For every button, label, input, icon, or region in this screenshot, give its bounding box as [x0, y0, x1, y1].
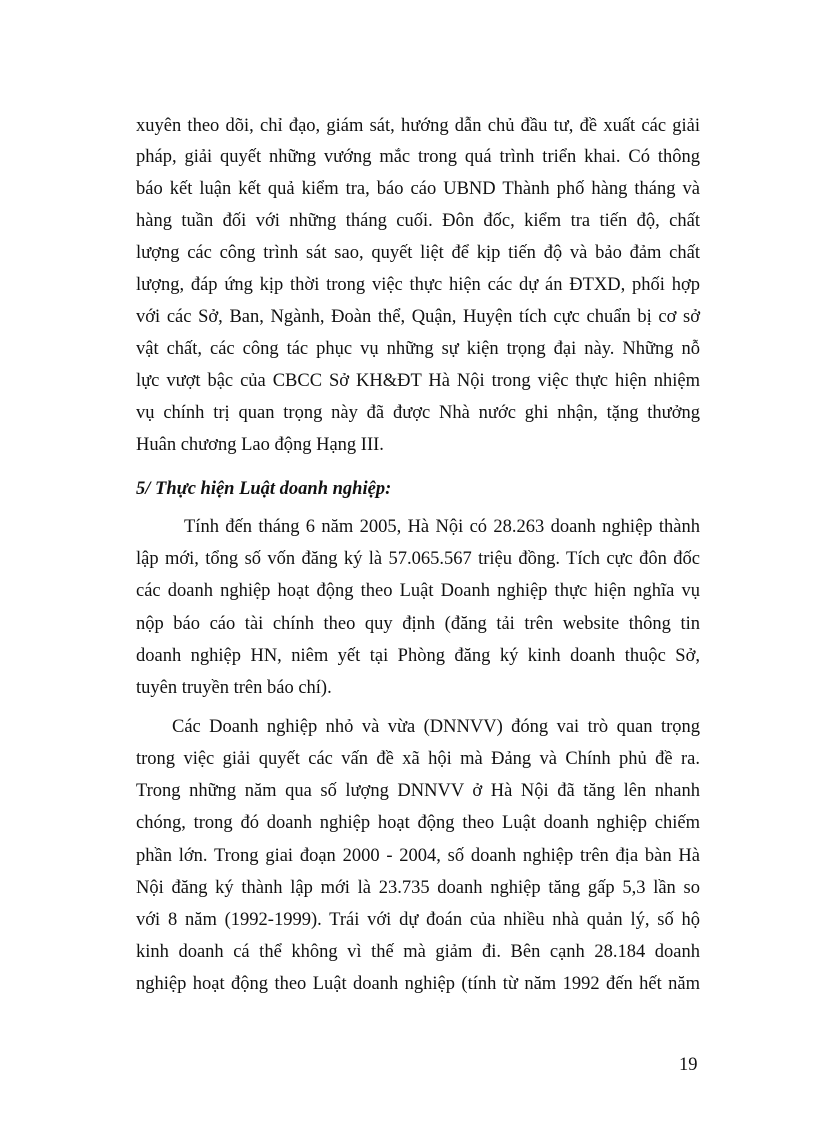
paragraph-line: Nội đăng ký thành lập mới là 23.735 doanh nghiệp tăng gấp 5,3 lần so — [136, 878, 700, 898]
paragraph-line: phần lớn. Trong giai đoạn 2000 - 2004, số doanh nghiệp trên địa bàn Hà — [136, 846, 700, 866]
page-number: 19 — [679, 1055, 698, 1075]
paragraph-line: lượng, đáp ứng kịp thời trong việc thực hiện các dự án ĐTXD, phối hợp — [136, 275, 700, 295]
paragraph-line: lập mới, tổng số vốn đăng ký là 57.065.567 triệu đồng. Tích cực đôn đốc — [136, 549, 700, 569]
paragraph-line: Huân chương Lao động Hạng III. — [136, 435, 384, 455]
paragraph-line: trong việc giải quyết các vấn đề xã hội mà Đảng và Chính phủ đề ra. — [136, 749, 700, 769]
paragraph-line: Các Doanh nghiệp nhỏ và vừa (DNNVV) đóng vai trò quan trọng — [172, 717, 700, 737]
paragraph-line: nghiệp hoạt động theo Luật doanh nghiệp (tính từ năm 1992 đến hết năm — [136, 974, 700, 994]
paragraph-line: chóng, trong đó doanh nghiệp hoạt động theo Luật doanh nghiệp chiếm — [136, 813, 700, 833]
paragraph-line: vụ chính trị quan trọng này đã được Nhà nước ghi nhận, tặng thưởng — [136, 403, 700, 423]
paragraph-line: với 8 năm (1992-1999). Trái với dự đoán của nhiều nhà quản lý, số hộ — [136, 910, 700, 930]
paragraph-line: kinh doanh cá thể không vì thế mà giảm đi. Bên cạnh 28.184 doanh — [136, 942, 700, 962]
paragraph-line: lượng các công trình sát sao, quyết liệt để kịp tiến độ và bảo đảm chất — [136, 243, 700, 263]
paragraph-line: lực vượt bậc của CBCC Sở KH&ĐT Hà Nội trong việc thực hiện nhiệm — [136, 371, 700, 391]
section-heading: 5/ Thực hiện Luật doanh nghiệp: — [136, 479, 392, 499]
paragraph-line: doanh nghiệp HN, niêm yết tại Phòng đăng ký kinh doanh thuộc Sở, — [136, 646, 700, 666]
paragraph-line: báo kết luận kết quả kiểm tra, báo cáo UBND Thành phố hàng tháng và — [136, 179, 700, 199]
paragraph-line: hàng tuần đối với những tháng cuối. Đôn đốc, kiểm tra tiến độ, chất — [136, 211, 700, 231]
paragraph-line: Tính đến tháng 6 năm 2005, Hà Nội có 28.263 doanh nghiệp thành — [184, 517, 700, 537]
paragraph-line: các doanh nghiệp hoạt động theo Luật Doanh nghiệp thực hiện nghĩa vụ — [136, 581, 700, 601]
paragraph-line: vật chất, các công tác phục vụ những sự kiện trọng đại này. Những nỗ — [136, 339, 700, 359]
paragraph-line: với các Sở, Ban, Ngành, Đoàn thể, Quận, Huyện tích cực chuẩn bị cơ sở — [136, 307, 700, 327]
paragraph-line: Trong những năm qua số lượng DNNVV ở Hà Nội đã tăng lên nhanh — [136, 781, 700, 801]
paragraph-line: tuyên truyền trên báo chí). — [136, 678, 332, 698]
paragraph-line: xuyên theo dõi, chỉ đạo, giám sát, hướng dẫn chủ đầu tư, đề xuất các giải — [136, 116, 700, 136]
paragraph-line: nộp báo cáo tài chính theo quy định (đăng tải trên website thông tin — [136, 614, 700, 634]
paragraph-line: pháp, giải quyết những vướng mắc trong quá trình triển khai. Có thông — [136, 147, 700, 167]
